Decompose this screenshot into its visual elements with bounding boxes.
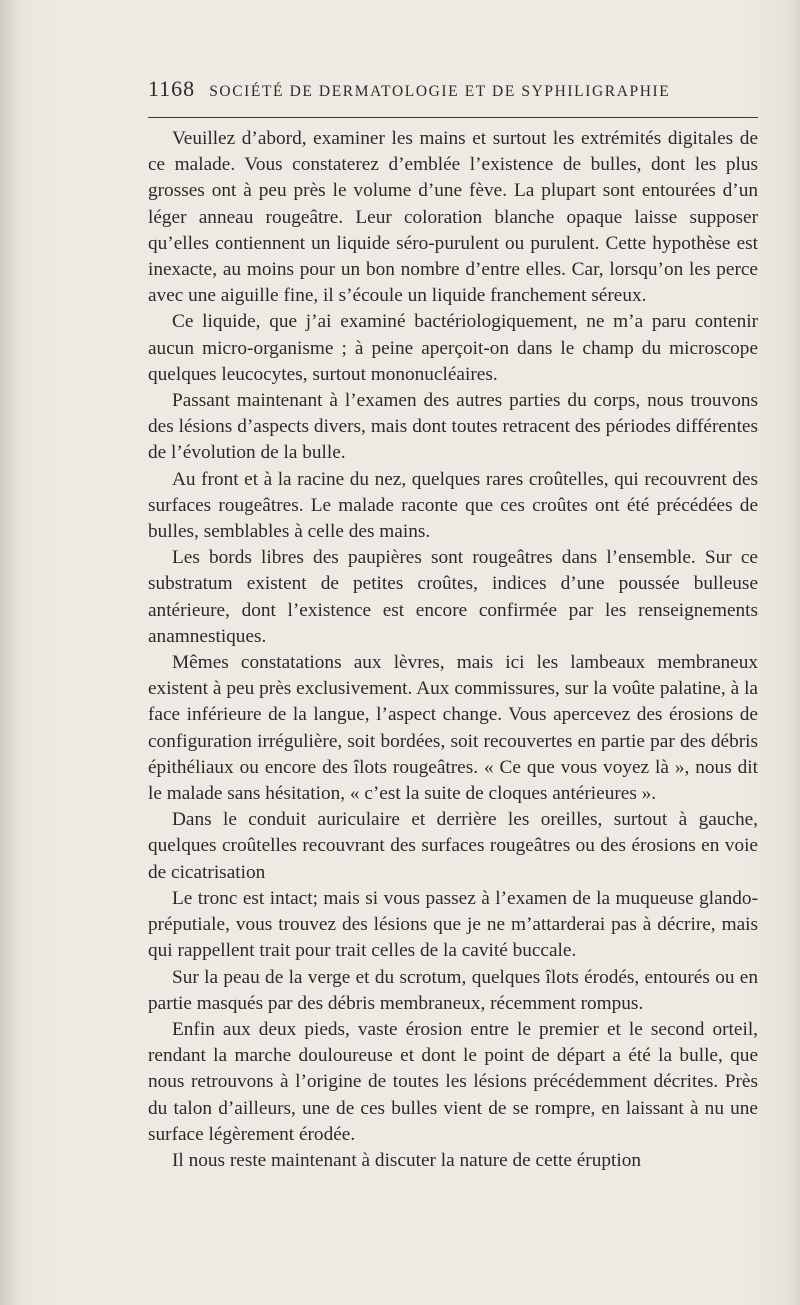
paragraph: Ce liquide, que j’ai examiné bactériologiquement, ne m’a paru contenir aucun micro-organisme ; à peine aperçoit-on dans le champ du microscope quelques leucocytes, surtout mononucléaires. — [148, 311, 758, 385]
running-head — [148, 76, 758, 104]
paragraph: Sur la peau de la verge et du scrotum, quelques îlots érodés, entourés ou en partie masqués par des débris membraneux, récemment rompus. — [148, 966, 758, 1014]
body-text — [148, 126, 758, 1174]
header-rule — [148, 117, 758, 118]
paragraph: Enfin aux deux pieds, vaste érosion entre le premier et le second orteil, rendant la marche douloureuse et dont le point de départ a été la bulle, que nous retrouvons à l’origine de toutes les lésions précédemment décrites. Près du talon d’ailleurs, une de ces bulles vient de se rompre, en laissant à nu une surface légèrement érodée. — [148, 1018, 758, 1145]
paragraph: Passant maintenant à l’examen des autres parties du corps, nous trouvons des lésions d’aspects divers, mais dont toutes retracent des périodes différentes de l’évolution de la bulle. — [148, 390, 758, 464]
paragraph: Le tronc est intact; mais si vous passez à l’examen de la muqueuse glando-préputiale, vous trouvez des lésions que je ne m’attarderai pas à décrire, mais qui rappellent trait pour trait celles de la cavité buccale. — [148, 887, 758, 962]
journal-title: SOCIÉTÉ DE DERMATOLOGIE ET DE SYPHILIGRAPHIE — [209, 83, 671, 100]
paragraph: Veuillez d’abord, examiner les mains et surtout les extrémités digitales de ce malade. Vous constaterez d’emblée l’existence de bulles, dont les plus grosses ont à peu près le volume d’une fève. La plupart sont entourées d’un léger anneau rougeâtre. Leur coloration blanche opaque laisse supposer qu’elles contiennent un liquide séro-purulent ou purulent. Cette hypothèse est inexacte, au moins pour un bon nombre d’entre elles. Car, lorsqu’on les perce avec une aiguille fine, il s’écoule un liquide franchement séreux. — [148, 128, 758, 307]
page-number: 1168 — [148, 76, 196, 101]
paragraph: Mêmes constatations aux lèvres, mais ici les lambeaux membraneux existent à peu près exclusivement. Aux commissures, sur la voûte palatine, à la face inférieure de la langue, l’aspect change. Vous apercevez des érosions de configuration irrégulière, soit bordées, soit recouvertes en partie par des débris épithéliaux ou encore des îlots rougeâtres. « Ce que vous voyez là », nous dit le malade sans hésitation, « c’est la suite de cloques antérieures ». — [148, 652, 758, 805]
page-gutter-shadow — [0, 0, 22, 1305]
paragraph: Au front et à la racine du nez, quelques rares croûtelles, qui recouvrent des surfaces rougeâtres. Le malade raconte que ces croûtes ont été précédées de bulles, semblables à celle des mains. — [148, 468, 758, 543]
paragraph: Il nous reste maintenant à discuter la nature de cette éruption — [172, 1149, 641, 1171]
paragraph: Les bords libres des paupières sont rougeâtres dans l’ensemble. Sur ce substratum existent de petites croûtes, indices d’une poussée bulleuse antérieure, dont l’existence est encore confirmée par les renseignements anamnestiques. — [148, 547, 758, 647]
paragraph: Dans le conduit auriculaire et derrière les oreilles, surtout à gauche, quelques croûtelles recouvrant des surfaces rougeâtres ou des érosions en voie de cicatrisation — [148, 809, 758, 883]
